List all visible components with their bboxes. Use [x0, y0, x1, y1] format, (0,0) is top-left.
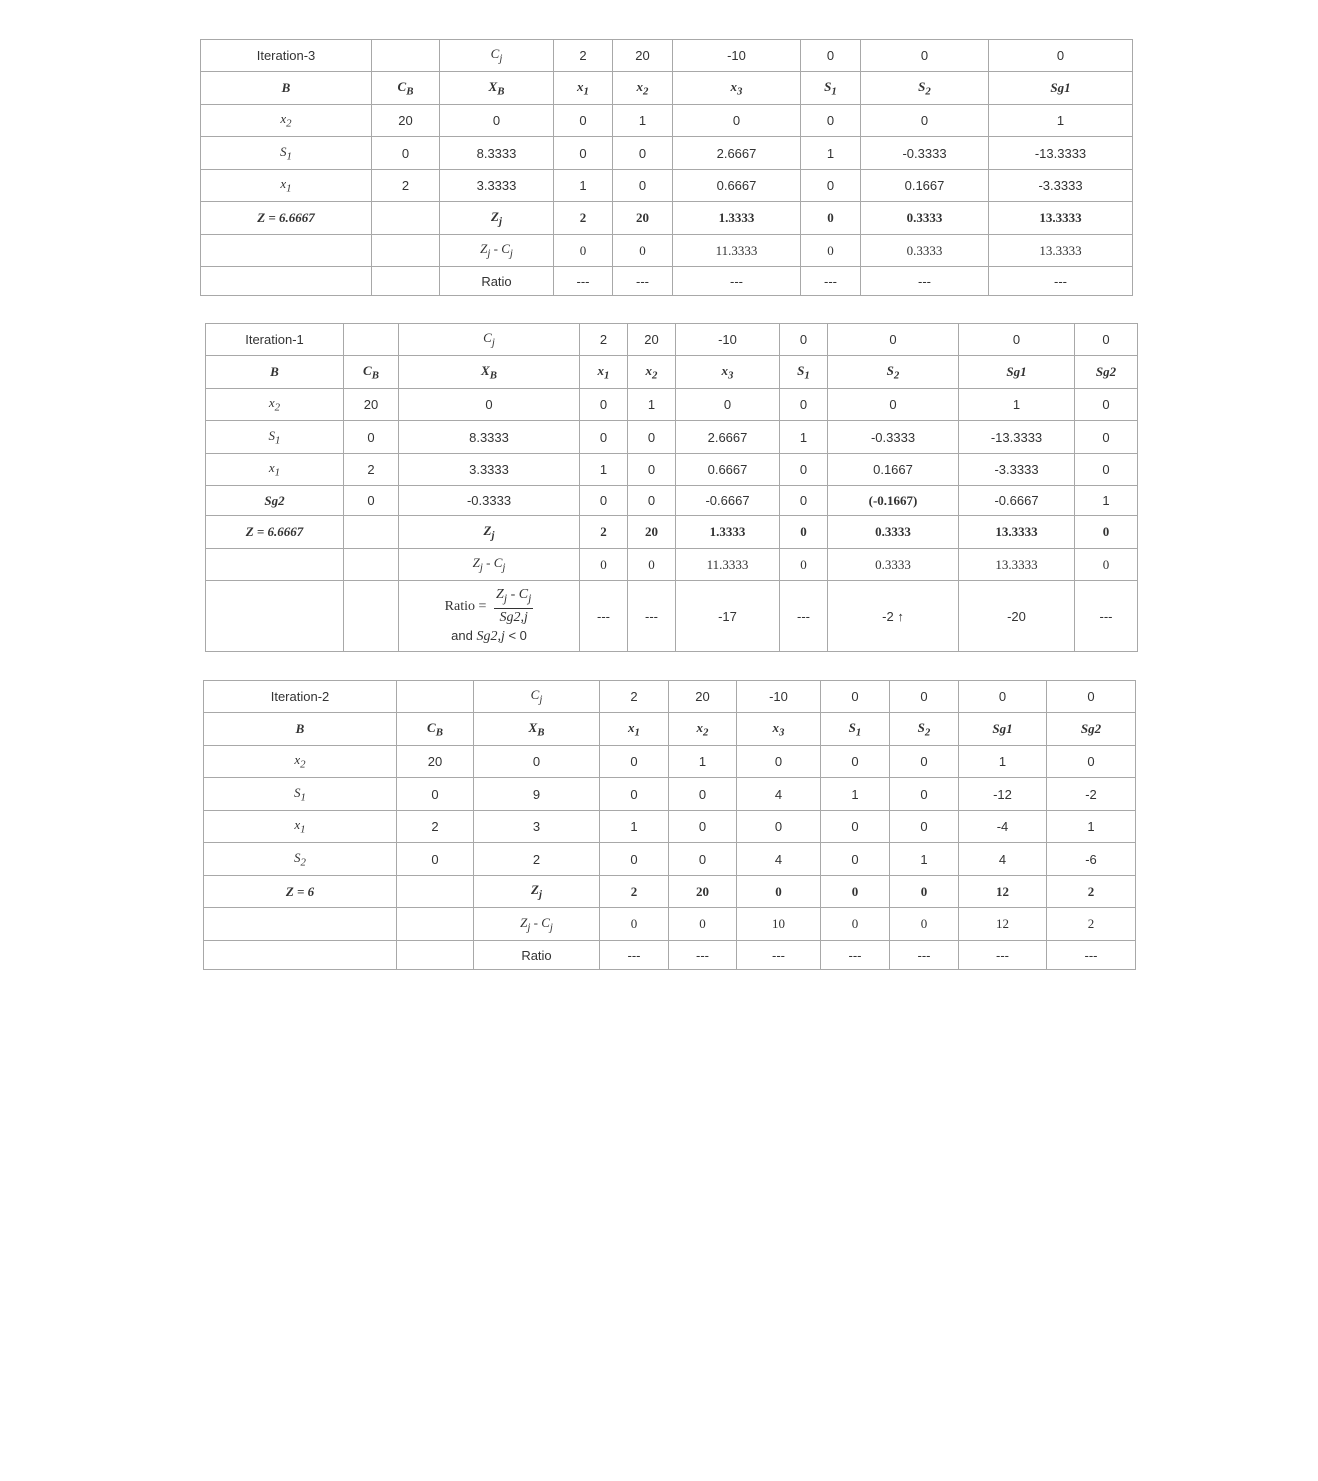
header-sg2: Sg2	[1047, 713, 1136, 746]
table-row	[206, 389, 1138, 421]
table-cell: 1	[801, 137, 861, 170]
table-cell: -13.3333	[959, 421, 1075, 454]
table-cell: 0	[890, 746, 959, 778]
zj-value: 0	[801, 202, 861, 235]
zj-value: 2	[1047, 876, 1136, 908]
ratio-value: ---	[737, 941, 821, 970]
table-cell: -3.3333	[959, 454, 1075, 486]
zj-cj-value: 11.3333	[676, 549, 780, 581]
table-cell: 4	[959, 843, 1047, 876]
table-row	[201, 137, 1133, 170]
table-cell: 0	[890, 778, 959, 811]
table-cell: 0.6667	[673, 170, 801, 202]
cb-cell: 0	[397, 843, 474, 876]
header-s2-entering: $S_2$	[828, 356, 959, 389]
ratio-value: ---	[959, 941, 1047, 970]
cj-value: 2	[600, 681, 669, 713]
table-cell: -3.3333	[989, 170, 1133, 202]
table-cell: 0	[580, 421, 628, 454]
ratio-value: ---	[1075, 581, 1138, 652]
cj-value: 0	[821, 681, 890, 713]
table-cell: 0	[628, 454, 676, 486]
zj-value: 0	[1075, 516, 1138, 549]
ratio-prefix: Ratio =	[444, 598, 487, 614]
table-cell: 0	[801, 170, 861, 202]
header-row	[206, 356, 1138, 389]
xb-cell: 2	[474, 843, 600, 876]
ratio-condition: and Sg2,j < 0	[451, 627, 527, 644]
cj-label: $C_j$	[440, 40, 554, 72]
zj-cj-value: 0	[801, 235, 861, 267]
xb-cell: 0	[474, 746, 600, 778]
iteration-2-table	[203, 680, 1136, 970]
table-cell: 1	[600, 811, 669, 843]
zj-cj-value: 0	[890, 908, 959, 941]
ratio-value: -17	[676, 581, 780, 652]
header-sg2: Sg2	[1075, 356, 1138, 389]
ratio-value: ---	[801, 267, 861, 296]
cj-value: 0	[780, 324, 828, 356]
cj-row	[201, 40, 1133, 72]
table-cell: 0.6667	[676, 454, 780, 486]
iteration-title: Iteration-1	[206, 324, 344, 356]
zj-value: 12	[959, 876, 1047, 908]
basis-x2: $x_2$	[204, 746, 397, 778]
zj-cj-label: $Z_j - C_j$	[399, 549, 580, 581]
table-cell: 1	[780, 421, 828, 454]
cj-value: 0	[1047, 681, 1136, 713]
xb-cell: 3.3333	[440, 170, 554, 202]
z-value: Z = 6.6667	[206, 516, 344, 549]
basis-x1: $x_1$	[206, 454, 344, 486]
header-x2: $x_2$	[628, 356, 676, 389]
table-cell: 1	[1047, 811, 1136, 843]
cj-value: 0	[989, 40, 1133, 72]
zj-cj-value: 12	[959, 908, 1047, 941]
table-cell: 0	[600, 778, 669, 811]
table-cell: 0	[1047, 746, 1136, 778]
zj-value: 2	[580, 516, 628, 549]
table-row	[201, 105, 1133, 137]
zj-value: 0	[821, 876, 890, 908]
xb-cell: 0	[440, 105, 554, 137]
zj-value: 0.3333	[861, 202, 989, 235]
table-row	[206, 486, 1138, 516]
zj-cj-value: 2	[1047, 908, 1136, 941]
header-b: B	[206, 356, 344, 389]
table-cell: -0.6667	[959, 486, 1075, 516]
header-sg1: Sg1	[989, 72, 1133, 105]
zj-row	[204, 876, 1136, 908]
table-cell: 1	[1075, 486, 1138, 516]
table-cell: 0	[600, 746, 669, 778]
cj-value: 0	[801, 40, 861, 72]
ratio-formula	[399, 581, 580, 652]
table-cell: 2.6667	[673, 137, 801, 170]
xb-cell: 3	[474, 811, 600, 843]
iteration-1-table	[205, 323, 1138, 652]
table-row	[201, 170, 1133, 202]
zj-row	[206, 516, 1138, 549]
ratio-value: ---	[989, 267, 1133, 296]
table-row	[206, 454, 1138, 486]
header-s1: $S_1$	[801, 72, 861, 105]
table-cell: 1	[554, 170, 613, 202]
table-cell: -6	[1047, 843, 1136, 876]
table-cell: 0	[554, 105, 613, 137]
zj-value: 0	[737, 876, 821, 908]
zj-cj-value: 0.3333	[828, 549, 959, 581]
table-cell: 0	[600, 843, 669, 876]
zj-value: 20	[669, 876, 737, 908]
ratio-value: ---	[669, 941, 737, 970]
header-s2: $S_2$	[861, 72, 989, 105]
cb-cell: 2	[372, 170, 440, 202]
zj-label: $Z_j$	[474, 876, 600, 908]
zj-cj-value: 0	[628, 549, 676, 581]
table-cell: 0	[821, 843, 890, 876]
ratio-value: ---	[628, 581, 676, 652]
table-cell: 0	[669, 811, 737, 843]
zj-label: $Z_j$	[440, 202, 554, 235]
header-b: B	[204, 713, 397, 746]
zj-cj-label: $Z_j - C_j$	[474, 908, 600, 941]
header-x1: $x_1$	[554, 72, 613, 105]
table-cell: 0	[828, 389, 959, 421]
xb-cell: 9	[474, 778, 600, 811]
cb-cell: 0	[397, 778, 474, 811]
table-cell: 0	[1075, 389, 1138, 421]
header-b: B	[201, 72, 372, 105]
cb-cell: 0	[344, 486, 399, 516]
basis-x2: $x_2$	[201, 105, 372, 137]
table-cell: 0	[737, 746, 821, 778]
cj-row	[204, 681, 1136, 713]
ratio-value: -20	[959, 581, 1075, 652]
zj-cj-value: 0	[613, 235, 673, 267]
table-cell: 0	[628, 421, 676, 454]
table-cell: 0	[801, 105, 861, 137]
ratio-value: ---	[580, 581, 628, 652]
cj-row	[206, 324, 1138, 356]
zj-cj-value: 0	[821, 908, 890, 941]
iteration-title: Iteration-2	[204, 681, 397, 713]
ratio-label: Ratio	[440, 267, 554, 296]
cj-value: 20	[628, 324, 676, 356]
table-cell: 1	[959, 746, 1047, 778]
cb-cell: 20	[397, 746, 474, 778]
ratio-value: ---	[673, 267, 801, 296]
zj-cj-value: 0	[554, 235, 613, 267]
basis-sg2-leaving: Sg2	[206, 486, 344, 516]
header-x2: $x_2$	[613, 72, 673, 105]
table-cell: 0	[890, 811, 959, 843]
cj-value: 0	[959, 324, 1075, 356]
zj-cj-value: 10	[737, 908, 821, 941]
basis-x1: $x_1$	[201, 170, 372, 202]
xb-cell: -0.3333	[399, 486, 580, 516]
zj-label: $Z_j$	[399, 516, 580, 549]
table-row	[204, 843, 1136, 876]
zj-cj-row	[206, 549, 1138, 581]
zj-value: 0	[780, 516, 828, 549]
cb-cell: 2	[397, 811, 474, 843]
ratio-row	[204, 941, 1136, 970]
ratio-value-text: -2 ↑	[882, 608, 904, 624]
basis-x1: $x_1$	[204, 811, 397, 843]
cj-value: 0	[828, 324, 959, 356]
table-cell: 1	[613, 105, 673, 137]
xb-cell: 3.3333	[399, 454, 580, 486]
header-xb: $X_B$	[399, 356, 580, 389]
table-cell: 0	[580, 486, 628, 516]
table-row	[204, 746, 1136, 778]
header-x2: $x_2$	[669, 713, 737, 746]
table-cell: 0.1667	[828, 454, 959, 486]
zj-cj-value: 0	[580, 549, 628, 581]
table-cell: -2	[1047, 778, 1136, 811]
table-cell: 1	[959, 389, 1075, 421]
xb-cell: 8.3333	[440, 137, 554, 170]
ratio-row	[201, 267, 1133, 296]
cj-value: -10	[737, 681, 821, 713]
basis-s1: $S_1$	[206, 421, 344, 454]
cj-value: 20	[613, 40, 673, 72]
header-xb: $X_B$	[474, 713, 600, 746]
zj-cj-value: 0	[600, 908, 669, 941]
ratio-value: ---	[821, 941, 890, 970]
header-s2: $S_2$	[890, 713, 959, 746]
table-cell: 0	[580, 389, 628, 421]
table-cell: 1	[821, 778, 890, 811]
iteration-title: Iteration-3	[201, 40, 372, 72]
zj-value: 20	[613, 202, 673, 235]
table-cell: 1	[890, 843, 959, 876]
table-cell: -0.3333	[861, 137, 989, 170]
zj-cj-label: $Z_j - C_j$	[440, 235, 554, 267]
ratio-label: Ratio	[474, 941, 600, 970]
cj-value: -10	[673, 40, 801, 72]
header-cb: $C_B$	[397, 713, 474, 746]
header-x1: $x_1$	[600, 713, 669, 746]
zj-value: 0.3333	[828, 516, 959, 549]
table-cell: 0	[1075, 454, 1138, 486]
table-cell: 0	[821, 811, 890, 843]
cj-value: 0	[959, 681, 1047, 713]
cb-cell: 0	[344, 421, 399, 454]
zj-cj-value: 0.3333	[861, 235, 989, 267]
pivot-element: (-0.1667)	[828, 486, 959, 516]
zj-cj-value: 11.3333	[673, 235, 801, 267]
table-cell: 2.6667	[676, 421, 780, 454]
table-cell: 1	[628, 389, 676, 421]
cb-cell: 0	[372, 137, 440, 170]
header-sg1: Sg1	[959, 713, 1047, 746]
table-cell: -4	[959, 811, 1047, 843]
table-cell: 1	[669, 746, 737, 778]
table-cell: 1	[989, 105, 1133, 137]
zj-value: 20	[628, 516, 676, 549]
table-cell: 0	[780, 389, 828, 421]
table-cell: 0.1667	[861, 170, 989, 202]
ratio-value: ---	[1047, 941, 1136, 970]
zj-cj-row	[204, 908, 1136, 941]
ratio-value: ---	[554, 267, 613, 296]
table-cell: 0	[613, 170, 673, 202]
zj-cj-value: 0	[780, 549, 828, 581]
table-cell: 0	[676, 389, 780, 421]
zj-cj-row	[201, 235, 1133, 267]
zj-cj-value: 0	[669, 908, 737, 941]
basis-s1: $S_1$	[204, 778, 397, 811]
table-cell: -12	[959, 778, 1047, 811]
zj-value: 0	[890, 876, 959, 908]
header-s1: $S_1$	[780, 356, 828, 389]
zj-cj-value: 0	[1075, 549, 1138, 581]
header-x3: $x_3$	[676, 356, 780, 389]
table-cell: 0	[737, 811, 821, 843]
basis-s2: $S_2$	[204, 843, 397, 876]
table-cell: 0	[669, 843, 737, 876]
zj-value: 2	[554, 202, 613, 235]
table-cell: 0	[628, 486, 676, 516]
table-cell: 0	[780, 454, 828, 486]
cj-value: 0	[861, 40, 989, 72]
cj-value: 2	[554, 40, 613, 72]
xb-cell: 8.3333	[399, 421, 580, 454]
ratio-row	[206, 581, 1138, 652]
z-value: Z = 6.6667	[201, 202, 372, 235]
header-xb: $X_B$	[440, 72, 554, 105]
table-cell: 0	[780, 486, 828, 516]
cj-label: $C_j$	[399, 324, 580, 356]
header-s1: $S_1$	[821, 713, 890, 746]
zj-cj-value: 13.3333	[959, 549, 1075, 581]
header-x1: $x_1$	[580, 356, 628, 389]
header-row	[204, 713, 1136, 746]
header-sg1: Sg1	[959, 356, 1075, 389]
header-cb: $C_B$	[344, 356, 399, 389]
ratio-fraction	[494, 586, 533, 627]
header-cb: $C_B$	[372, 72, 440, 105]
cj-value: 20	[669, 681, 737, 713]
cb-cell: 20	[344, 389, 399, 421]
iteration-3-table	[200, 39, 1133, 296]
zj-value: 13.3333	[959, 516, 1075, 549]
table-cell: 4	[737, 778, 821, 811]
table-cell: 0	[673, 105, 801, 137]
basis-s1: $S_1$	[201, 137, 372, 170]
table-row	[206, 421, 1138, 454]
table-cell: 0	[613, 137, 673, 170]
ratio-value: ---	[600, 941, 669, 970]
cj-value: 2	[580, 324, 628, 356]
table-cell: 1	[580, 454, 628, 486]
ratio-value-min	[828, 581, 959, 652]
table-cell: 0	[554, 137, 613, 170]
ratio-value: ---	[861, 267, 989, 296]
cb-cell: 2	[344, 454, 399, 486]
ratio-value: ---	[890, 941, 959, 970]
cb-cell: 20	[372, 105, 440, 137]
ratio-value: ---	[613, 267, 673, 296]
cj-value: -10	[676, 324, 780, 356]
zj-value: 2	[600, 876, 669, 908]
table-cell: 0	[861, 105, 989, 137]
cj-label: $C_j$	[474, 681, 600, 713]
table-cell: -13.3333	[989, 137, 1133, 170]
header-x3: $x_3$	[737, 713, 821, 746]
ratio-value: ---	[780, 581, 828, 652]
table-row	[204, 811, 1136, 843]
header-x3: $x_3$	[673, 72, 801, 105]
ratio-denominator: Sg2,j	[499, 609, 528, 625]
cj-value: 0	[1075, 324, 1138, 356]
header-row	[201, 72, 1133, 105]
z-value: Z = 6	[204, 876, 397, 908]
table-cell: 0	[821, 746, 890, 778]
zj-row	[201, 202, 1133, 235]
table-cell: -0.6667	[676, 486, 780, 516]
table-row	[204, 778, 1136, 811]
table-cell: 0	[669, 778, 737, 811]
table-cell: 0	[1075, 421, 1138, 454]
ratio-numerator: $Z_j - C_j$	[494, 586, 533, 609]
table-cell: 4	[737, 843, 821, 876]
cj-value: 0	[890, 681, 959, 713]
basis-x2: $x_2$	[206, 389, 344, 421]
zj-value: 1.3333	[673, 202, 801, 235]
zj-value: 1.3333	[676, 516, 780, 549]
zj-cj-value: 13.3333	[989, 235, 1133, 267]
xb-cell: 0	[399, 389, 580, 421]
zj-value: 13.3333	[989, 202, 1133, 235]
table-cell: -0.3333	[828, 421, 959, 454]
